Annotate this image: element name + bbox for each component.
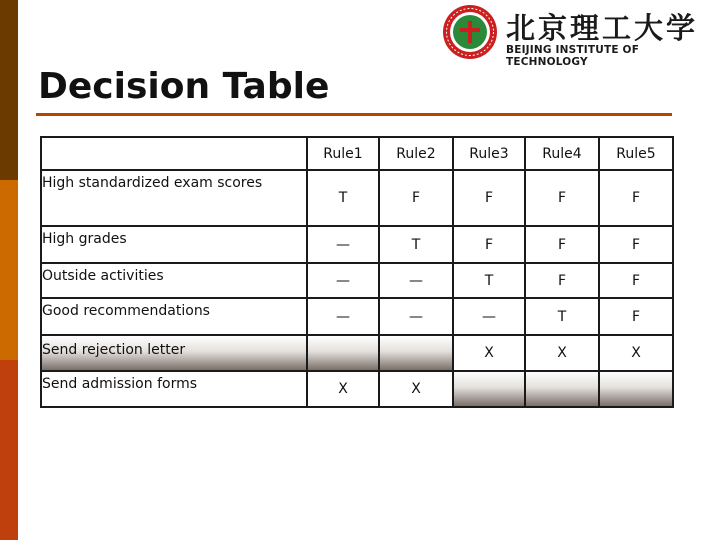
condition-row <box>41 263 673 298</box>
sidebar-band-middle <box>0 180 18 360</box>
condition-value: T <box>379 226 453 263</box>
condition-value: F <box>525 263 599 298</box>
sidebar-decoration <box>0 0 18 540</box>
decision-table <box>40 136 674 408</box>
condition-value: — <box>307 226 379 263</box>
university-seal-icon <box>442 4 498 60</box>
university-name-chinese: 北京理工大学 <box>506 11 699 45</box>
condition-row <box>41 226 673 263</box>
condition-value: F <box>599 170 673 226</box>
action-value: X <box>453 335 525 371</box>
action-value: X <box>525 335 599 371</box>
rule-header: Rule4 <box>525 137 599 170</box>
condition-value: T <box>307 170 379 226</box>
condition-value: F <box>453 226 525 263</box>
condition-value: F <box>599 298 673 335</box>
action-row <box>41 335 673 371</box>
action-value <box>599 371 673 407</box>
condition-value: — <box>453 298 525 335</box>
condition-value: T <box>453 263 525 298</box>
sidebar-band-bottom <box>0 360 18 540</box>
condition-value: F <box>453 170 525 226</box>
condition-label: Good recommendations <box>41 298 307 335</box>
rule-header: Rule3 <box>453 137 525 170</box>
condition-label: High grades <box>41 226 307 263</box>
action-value <box>525 371 599 407</box>
table-header-row <box>41 137 673 170</box>
condition-value: T <box>525 298 599 335</box>
action-label: Send rejection letter <box>41 335 307 371</box>
university-name-english: BEIJING INSTITUTE OF TECHNOLOGY <box>506 44 640 68</box>
condition-label: Outside activities <box>41 263 307 298</box>
rule-header: Rule1 <box>307 137 379 170</box>
condition-value: — <box>307 298 379 335</box>
condition-value: — <box>379 263 453 298</box>
condition-row <box>41 170 673 226</box>
condition-value: F <box>599 226 673 263</box>
slide-title: Decision Table <box>38 66 330 107</box>
condition-row <box>41 298 673 335</box>
action-value: X <box>379 371 453 407</box>
action-row <box>41 371 673 407</box>
condition-value: — <box>307 263 379 298</box>
condition-value: — <box>379 298 453 335</box>
title-underline <box>36 113 672 116</box>
condition-value: F <box>599 263 673 298</box>
sidebar-band-top <box>0 0 18 180</box>
condition-value: F <box>525 226 599 263</box>
condition-label: High standardized exam scores <box>41 170 307 226</box>
action-value: X <box>599 335 673 371</box>
action-value <box>307 335 379 371</box>
condition-value: F <box>379 170 453 226</box>
action-value: X <box>307 371 379 407</box>
action-value <box>379 335 453 371</box>
action-label: Send admission forms <box>41 371 307 407</box>
rule-header: Rule2 <box>379 137 453 170</box>
rule-header: Rule5 <box>599 137 673 170</box>
condition-value: F <box>525 170 599 226</box>
university-logo <box>442 4 710 68</box>
action-value <box>453 371 525 407</box>
header-empty-cell <box>41 137 307 170</box>
